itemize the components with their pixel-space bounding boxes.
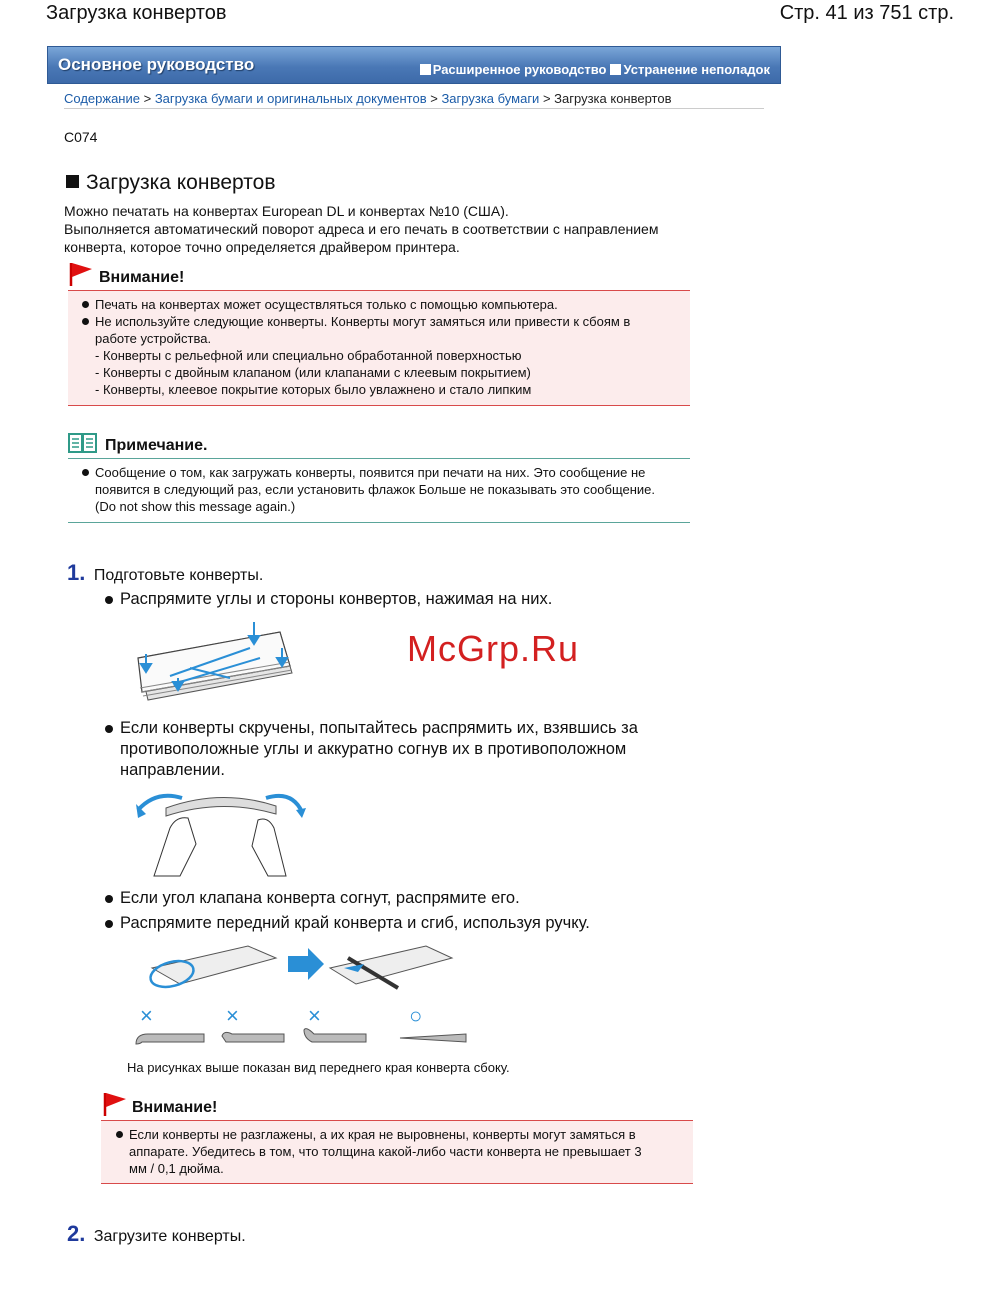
- breadcrumb-separator: >: [542, 91, 551, 106]
- step1-list-b: [105, 718, 725, 781]
- warning-text: работе устройства.: [95, 331, 212, 346]
- step-1: [67, 560, 263, 586]
- list-item: [81, 296, 681, 313]
- warning-subitem: - Конверты, клеевое покрытие которых было увлажнено и стало липким: [95, 382, 532, 397]
- bullet-icon: [105, 920, 113, 928]
- warning-list: [115, 1126, 685, 1177]
- step-number: 2.: [67, 1221, 86, 1246]
- edge-mark-good: ○: [409, 1003, 423, 1028]
- list-item: [115, 1143, 685, 1160]
- troubleshooting-label: Устранение неполадок: [623, 62, 770, 77]
- bullet-icon: [82, 301, 89, 308]
- intro-line: Можно печатать на конвертах European DL и конвертах №10 (США).: [64, 203, 509, 219]
- troubleshooting-link[interactable]: [610, 62, 770, 77]
- advanced-guide-link[interactable]: [420, 62, 607, 77]
- step-text: Загрузите конверты.: [93, 1228, 246, 1245]
- banner-links: [420, 62, 770, 77]
- breadcrumb-loading-paper[interactable]: Загрузка бумаги: [441, 91, 540, 106]
- list-item: [81, 347, 681, 364]
- list-item: [81, 481, 681, 498]
- breadcrumb-loading-paper-originals[interactable]: Загрузка бумаги и оригинальных документов: [154, 91, 427, 106]
- bullet-icon: [82, 318, 89, 325]
- page-title: Загрузка конвертов: [46, 2, 227, 24]
- banner-title: Основное руководство: [58, 55, 255, 74]
- list-item: [105, 913, 725, 934]
- square-bullet-icon: [66, 175, 79, 188]
- flatten-edge-illustration: [148, 944, 458, 994]
- bullet-icon: [105, 895, 113, 903]
- warning-text: Печать на конвертах может осуществляться только с помощью компьютера.: [95, 297, 558, 312]
- note-text: (Do not show this message again.): [95, 499, 296, 514]
- warning-text: Не используйте следующие конверты. Конверты могут замяться или привести к сбоям в: [95, 314, 631, 329]
- list-item: [115, 1160, 685, 1177]
- book-icon: [68, 432, 98, 454]
- intro-text: [64, 202, 714, 256]
- warning-text: Если конверты не разглажены, а их края не выровнены, конверты могут замяться в: [129, 1127, 636, 1142]
- instruction-text: противоположные углы и аккуратно согнув их в противоположном: [120, 740, 627, 758]
- intro-line: конверта, которое точно определяется драйвером принтера.: [64, 239, 460, 255]
- figure-caption: На рисунках выше показан вид переднего края конверта сбоку.: [127, 1060, 510, 1075]
- instruction-text: Распрямите передний край конверта и сгиб, используя ручку.: [120, 914, 590, 932]
- step-number: 1.: [67, 560, 86, 585]
- warning-subitem: - Конверты с двойным клапаном (или клапанами с клеевым покрытием): [95, 365, 531, 380]
- note-text: Сообщение о том, как загружать конверты, появится при печати на них. Это сообщение не: [95, 465, 646, 480]
- step1-list-a: [105, 589, 725, 610]
- step-2: [67, 1221, 246, 1247]
- breadcrumb: [64, 91, 671, 106]
- note-title: Примечание.: [105, 437, 208, 454]
- list-item: [81, 498, 681, 515]
- warning-text: аппарате. Убедитесь в том, что толщина какой-либо части конверта не превышает 3: [129, 1144, 642, 1159]
- page-counter: Стр. 41 из 751 стр.: [779, 2, 954, 24]
- breadcrumb-separator: >: [430, 91, 438, 106]
- hands-bending-envelope-illustration: [136, 788, 308, 878]
- step1-list-c: [105, 888, 725, 934]
- warning-text: мм / 0,1 дюйма.: [129, 1161, 224, 1176]
- intro-line: Выполняется автоматический поворот адреса и его печать в соответствии с направлением: [64, 221, 659, 237]
- watermark: McGrp.Ru: [407, 628, 580, 669]
- advanced-guide-label: Расширенное руководство: [432, 62, 607, 77]
- square-icon: [420, 64, 431, 75]
- breadcrumb-separator: >: [143, 91, 152, 106]
- edge-mark-bad: ×: [140, 1003, 153, 1028]
- list-item: [105, 739, 725, 760]
- warning-subitem: - Конверты с рельефной или специально обработанной поверхностью: [95, 348, 522, 363]
- instruction-text: Распрямите углы и стороны конвертов, нажимая на них.: [120, 590, 553, 608]
- list-item: [81, 364, 681, 381]
- square-icon: [610, 64, 621, 75]
- red-flag-icon: [68, 261, 94, 287]
- list-item: [105, 888, 725, 909]
- list-item: [115, 1126, 685, 1143]
- warning-title: Внимание!: [132, 1099, 218, 1116]
- list-item: [105, 760, 725, 781]
- warning-title: Внимание!: [99, 269, 185, 286]
- list-item: [105, 718, 725, 739]
- list-item: [81, 330, 681, 347]
- list-item: [81, 464, 681, 481]
- list-item: [105, 589, 725, 610]
- breadcrumb-contents[interactable]: Содержание: [64, 91, 140, 106]
- step-text: Подготовьте конверты.: [93, 567, 264, 584]
- instruction-text: направлении.: [120, 761, 225, 779]
- guide-banner: [47, 46, 781, 84]
- breadcrumb-divider: [64, 108, 764, 109]
- envelope-edge-profiles: [134, 1026, 474, 1050]
- list-item: [81, 381, 681, 398]
- document-code: C074: [64, 129, 98, 145]
- section-heading-text: Загрузка конвертов: [86, 171, 276, 194]
- bullet-icon: [105, 725, 113, 733]
- bullet-icon: [82, 469, 89, 476]
- warning-list: [81, 296, 681, 398]
- red-flag-icon: [102, 1091, 128, 1117]
- list-item: [81, 313, 681, 330]
- bullet-icon: [105, 596, 113, 604]
- section-heading: [66, 171, 276, 195]
- instruction-text: Если угол клапана конверта согнут, распрямите его.: [120, 889, 520, 907]
- note-text: появится в следующий раз, если установить флажок Больше не показывать это сообщение.: [95, 482, 656, 497]
- edge-mark-bad: ×: [226, 1003, 239, 1028]
- edge-mark-bad: ×: [308, 1003, 321, 1028]
- note-list: [81, 464, 681, 515]
- envelope-stack-illustration: [130, 618, 300, 710]
- breadcrumb-current: Загрузка конвертов: [554, 91, 672, 106]
- bullet-icon: [116, 1131, 123, 1138]
- instruction-text: Если конверты скручены, попытайтесь распрямить их, взявшись за: [120, 719, 638, 737]
